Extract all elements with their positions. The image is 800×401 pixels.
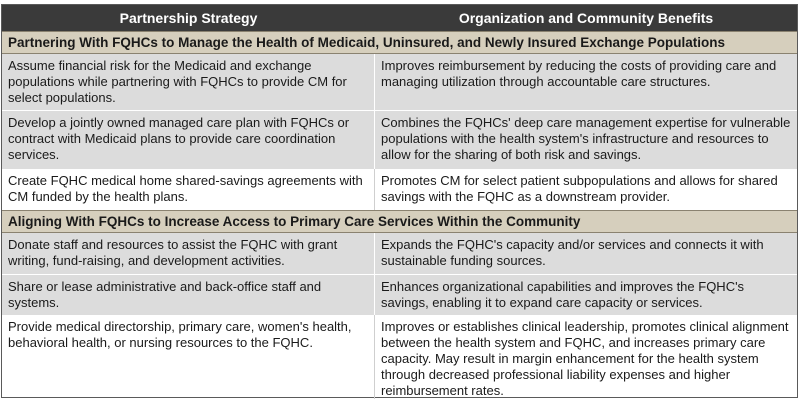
header-benefits: Organization and Community Benefits <box>458 10 714 26</box>
benefit-cell: Enhances organizational capabilities and improves the FQHC's savings, enabling it to expand care capacity or services. <box>381 279 745 310</box>
table-row <box>2 275 797 315</box>
table-row <box>2 233 797 274</box>
partnership-table <box>1 4 798 398</box>
table-row <box>2 54 797 110</box>
strategy-cell: Create FQHC medical home shared-savings agreements with CM funded by the health plans. <box>2 169 375 210</box>
strategy-cell: Provide medical directorship, primary care, women's health, behavioral health, or nursing resources to the FQHC. <box>2 315 375 399</box>
header-partnership-strategy: Partnership Strategy <box>119 10 258 26</box>
section-title-managing-health: Partnering With FQHCs to Manage the Health of Medicaid, Uninsured, and Newly Insured Exchange Populations <box>2 31 797 54</box>
strategy-cell: Assume financial risk for the Medicaid and exchange populations while partnering with FQHCs to provide CM for select populations. <box>2 54 375 110</box>
table-row <box>2 169 797 210</box>
benefit-cell: Expands the FQHC's capacity and/or services and connects it with sustainable funding sources. <box>381 237 764 268</box>
strategy-cell: Develop a jointly owned managed care plan with FQHCs or contract with Medicaid plans to provide care coordination services. <box>2 111 375 169</box>
section-title-primary-care-access: Aligning With FQHCs to Increase Access to Primary Care Services Within the Community <box>2 210 797 233</box>
benefit-cell: Combines the FQHCs' deep care management expertise for vulnerable populations with the health system's infrastructure and resources to allow for the sharing of both risk and savings. <box>381 115 791 162</box>
benefit-cell: Promotes CM for select patient subpopulations and allows for shared savings with the FQHC as a downstream provider. <box>381 173 778 204</box>
table-header <box>2 5 797 31</box>
benefit-cell: Improves reimbursement by reducing the costs of providing care and managing utilization through accountable care structures. <box>381 58 777 89</box>
benefit-cell: Improves or establishes clinical leadership, promotes clinical alignment between the health system and FQHC, and increases primary care capacity. May result in margin enhancement for the health system through decreased professional liability expenses and higher reimbursement rates. <box>381 319 789 398</box>
table-row <box>2 315 797 399</box>
strategy-cell: Share or lease administrative and back-office staff and systems. <box>2 275 375 315</box>
strategy-cell: Donate staff and resources to assist the FQHC with grant writing, fund-raising, and development activities. <box>2 233 375 274</box>
table-row <box>2 111 797 169</box>
